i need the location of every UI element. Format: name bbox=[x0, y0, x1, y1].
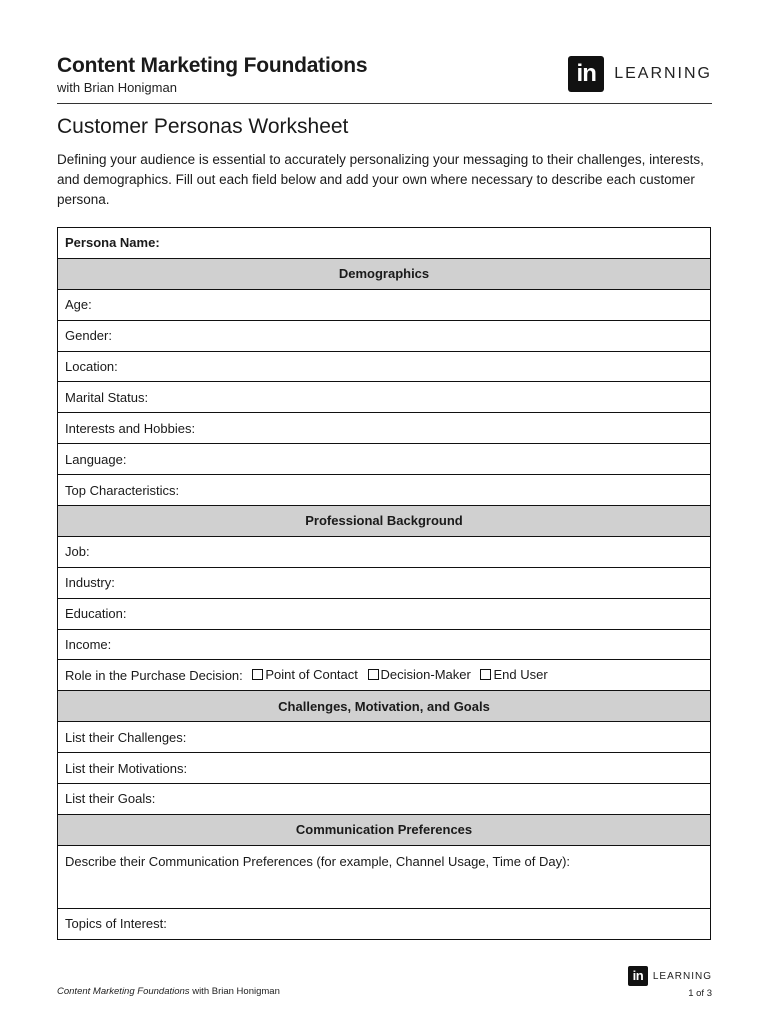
footer-course bbox=[57, 986, 280, 997]
persona-name-field[interactable]: Persona Name: bbox=[58, 228, 711, 259]
challenges-field[interactable]: List their Challenges: bbox=[58, 722, 711, 753]
gender-field[interactable]: Gender: bbox=[58, 320, 711, 351]
education-field[interactable]: Education: bbox=[58, 598, 711, 629]
interests-field[interactable]: Interests and Hobbies: bbox=[58, 413, 711, 444]
course-title: Content Marketing Foundations bbox=[57, 54, 368, 77]
age-field[interactable]: Age: bbox=[58, 289, 711, 320]
characteristics-field[interactable]: Top Characteristics: bbox=[58, 475, 711, 506]
page-number: 1 of 3 bbox=[688, 988, 712, 999]
marital-status-field[interactable]: Marital Status: bbox=[58, 382, 711, 413]
checkbox-decision-maker[interactable] bbox=[368, 667, 471, 682]
checkbox-icon bbox=[480, 669, 491, 680]
footer-logo-wordmark: LEARNING bbox=[652, 970, 712, 982]
section-demographics: Demographics bbox=[58, 258, 711, 289]
footer-branding bbox=[628, 966, 712, 999]
job-field[interactable]: Job: bbox=[58, 536, 711, 567]
section-communication: Communication Preferences bbox=[58, 814, 711, 845]
checkbox-label: Point of Contact bbox=[265, 667, 358, 683]
persona-table bbox=[57, 227, 711, 940]
linkedin-in-icon: in bbox=[628, 966, 648, 986]
industry-field[interactable]: Industry: bbox=[58, 567, 711, 598]
communication-preferences-field[interactable]: Describe their Communication Preferences (for example, Channel Usage, Time of Day): bbox=[58, 845, 711, 908]
checkbox-icon bbox=[252, 669, 263, 680]
topics-of-interest-field[interactable]: Topics of Interest: bbox=[58, 908, 711, 939]
checkbox-label: Decision-Maker bbox=[380, 667, 471, 683]
location-field[interactable]: Location: bbox=[58, 351, 711, 382]
header-divider bbox=[57, 103, 712, 104]
goals-field[interactable]: List their Goals: bbox=[58, 784, 711, 815]
document-title: Customer Personas Worksheet bbox=[57, 115, 349, 138]
section-challenges: Challenges, Motivation, and Goals bbox=[58, 691, 711, 722]
section-professional: Professional Background bbox=[58, 506, 711, 537]
language-field[interactable]: Language: bbox=[58, 444, 711, 475]
purchase-role-label: Role in the Purchase Decision: bbox=[65, 668, 243, 684]
page-header bbox=[57, 52, 712, 104]
course-subtitle: with Brian Honigman bbox=[57, 80, 177, 95]
checkbox-label: End User bbox=[493, 667, 548, 683]
footer-logo bbox=[628, 966, 712, 986]
purchase-role-row bbox=[58, 660, 711, 691]
income-field[interactable]: Income: bbox=[58, 629, 711, 660]
logo-wordmark: LEARNING bbox=[614, 65, 712, 82]
checkbox-end-user[interactable] bbox=[480, 667, 547, 682]
linkedin-in-icon: in bbox=[568, 56, 604, 92]
footer-course-author: with Brian Honigman bbox=[189, 986, 280, 997]
checkbox-icon bbox=[368, 669, 379, 680]
intro-paragraph: Defining your audience is essential to accurately personalizing your messaging to their challenges, interests, and demographics. Fill out each field below and add your own where necessary to describe each customer persona. bbox=[57, 152, 704, 207]
motivations-field[interactable]: List their Motivations: bbox=[58, 753, 711, 784]
footer-course-title: Content Marketing Foundations bbox=[57, 986, 190, 997]
checkbox-point-of-contact[interactable] bbox=[252, 667, 358, 682]
linkedin-learning-logo bbox=[568, 56, 712, 92]
